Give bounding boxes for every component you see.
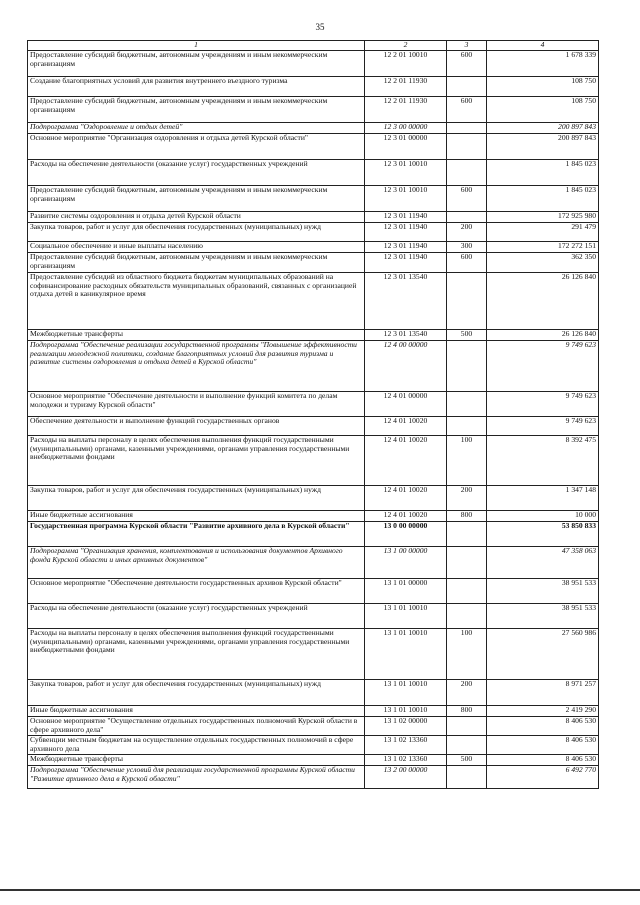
header-col-4: 4 [487, 41, 599, 51]
row-type-cell [447, 134, 487, 160]
row-code-cell: 12 2 01 10010 [365, 51, 447, 77]
bottom-rule [0, 889, 640, 891]
table-row [28, 629, 599, 680]
table-row [28, 755, 599, 766]
row-name-cell: Создание благоприятных условий для развития внутреннего въездного туризма [28, 77, 365, 97]
row-type-cell [447, 392, 487, 417]
row-type-cell [447, 766, 487, 789]
row-type-cell [447, 160, 487, 186]
row-name-cell: Предоставление субсидий из областного бюджета бюджетам муниципальных образований на софинансирование расходных обязательств муниципальных образований, связанных с организацией отдыха детей в каникулярное время [28, 273, 365, 330]
row-name-cell: Основное мероприятие "Обеспечение деятельности и выполнение функций комитета по делам молодежи и туризму Курской области" [28, 392, 365, 417]
table-row [28, 123, 599, 134]
table-row [28, 717, 599, 736]
row-code-cell: 12 2 01 11930 [365, 97, 447, 123]
row-code-cell: 12 4 01 10020 [365, 417, 447, 436]
row-name-cell: Обеспечение деятельности и выполнение функций государственных органов [28, 417, 365, 436]
row-type-cell: 300 [447, 242, 487, 253]
row-amount-cell: 291 479 [487, 223, 599, 242]
row-code-cell: 12 4 01 10020 [365, 436, 447, 486]
table-row [28, 97, 599, 123]
row-code-cell: 12 4 00 00000 [365, 341, 447, 392]
row-type-cell: 500 [447, 330, 487, 341]
row-type-cell [447, 77, 487, 97]
row-code-cell: 12 3 01 10010 [365, 186, 447, 212]
row-name-cell: Иные бюджетные ассигнования [28, 511, 365, 522]
table-header-row [28, 41, 599, 51]
row-name-cell: Иные бюджетные ассигнования [28, 706, 365, 717]
row-name-cell: Предоставление субсидий бюджетным, автономным учреждениям и иным некоммерческим организациям [28, 253, 365, 273]
row-name-cell: Предоставление субсидий бюджетным, автономным учреждениям и иным некоммерческим организациям [28, 97, 365, 123]
table-row [28, 736, 599, 755]
row-type-cell: 800 [447, 706, 487, 717]
row-amount-cell: 38 951 533 [487, 579, 599, 604]
row-code-cell: 13 1 02 13360 [365, 736, 447, 755]
header-col-1: 1 [28, 41, 365, 51]
row-code-cell: 12 3 01 00000 [365, 134, 447, 160]
table-row [28, 392, 599, 417]
table-row [28, 680, 599, 706]
row-code-cell: 12 3 01 10010 [365, 160, 447, 186]
row-code-cell: 13 1 01 00000 [365, 579, 447, 604]
row-amount-cell: 1 678 339 [487, 51, 599, 77]
row-amount-cell: 8 392 475 [487, 436, 599, 486]
row-name-cell: Предоставление субсидий бюджетным, автономным учреждениям и иным некоммерческим организациям [28, 186, 365, 212]
row-name-cell: Подпрограмма "Обеспечение условий для реализации государственной программы Курской области "Развитие архивного дела в Курской области" [28, 766, 365, 789]
table-row [28, 51, 599, 77]
table-row [28, 186, 599, 212]
row-name-cell: Закупка товаров, работ и услуг для обеспечения государственных (муниципальных) нужд [28, 680, 365, 706]
table-row [28, 330, 599, 341]
row-name-cell: Закупка товаров, работ и услуг для обеспечения государственных (муниципальных) нужд [28, 223, 365, 242]
row-type-cell [447, 212, 487, 223]
row-name-cell: Основное мероприятие "Организация оздоровления и отдыха детей Курской области" [28, 134, 365, 160]
row-type-cell: 600 [447, 186, 487, 212]
row-code-cell: 13 1 02 13360 [365, 755, 447, 766]
row-type-cell [447, 579, 487, 604]
table-row [28, 486, 599, 511]
table-row [28, 253, 599, 273]
row-type-cell: 600 [447, 51, 487, 77]
row-name-cell: Социальное обеспечение и иные выплаты населению [28, 242, 365, 253]
row-type-cell: 200 [447, 486, 487, 511]
row-name-cell: Подпрограмма "Организация хранения, комплектования и использования документов Архивного фонда Курской области и иных архивных документов" [28, 547, 365, 579]
row-type-cell: 200 [447, 680, 487, 706]
row-name-cell: Предоставление субсидий бюджетным, автономным учреждениям и иным некоммерческим организациям [28, 51, 365, 77]
row-name-cell: Расходы на обеспечение деятельности (оказание услуг) государственных учреждений [28, 604, 365, 629]
row-amount-cell: 9 749 623 [487, 417, 599, 436]
header-col-3: 3 [447, 41, 487, 51]
table-row [28, 160, 599, 186]
row-code-cell: 12 4 01 10020 [365, 511, 447, 522]
row-code-cell: 13 1 00 00000 [365, 547, 447, 579]
row-name-cell: Подпрограмма "Оздоровление и отдых детей" [28, 123, 365, 134]
table-row [28, 77, 599, 97]
row-amount-cell: 362 350 [487, 253, 599, 273]
table-row [28, 522, 599, 547]
row-amount-cell: 53 850 833 [487, 522, 599, 547]
row-type-cell [447, 604, 487, 629]
table-row [28, 579, 599, 604]
row-type-cell [447, 341, 487, 392]
row-amount-cell: 6 492 770 [487, 766, 599, 789]
row-amount-cell: 1 845 023 [487, 186, 599, 212]
row-code-cell: 12 4 01 10020 [365, 486, 447, 511]
row-code-cell: 12 4 01 00000 [365, 392, 447, 417]
table-row [28, 511, 599, 522]
row-code-cell: 12 3 01 13540 [365, 330, 447, 341]
row-code-cell: 12 3 01 13540 [365, 273, 447, 330]
row-type-cell [447, 717, 487, 736]
row-amount-cell: 26 126 840 [487, 330, 599, 341]
row-name-cell: Подпрограмма "Обеспечение реализации государственной программы "Повышение эффективности реализации молодежной политики, создание благоприятных условий для развития туризма и развитие системы оздоровления и отдыха детей в Курской области" [28, 341, 365, 392]
row-amount-cell: 200 897 843 [487, 134, 599, 160]
row-amount-cell: 172 272 151 [487, 242, 599, 253]
row-name-cell: Развитие системы оздоровления и отдыха детей Курской области [28, 212, 365, 223]
row-code-cell: 13 1 01 10010 [365, 629, 447, 680]
row-amount-cell: 26 126 840 [487, 273, 599, 330]
row-name-cell: Расходы на выплаты персоналу в целях обеспечения выполнения функций государственными (муниципальными) органами, казенными учреждениями, органами управления государственными внебюджетными фондами [28, 629, 365, 680]
row-code-cell: 12 2 01 11930 [365, 77, 447, 97]
table-row [28, 212, 599, 223]
row-type-cell: 600 [447, 97, 487, 123]
table-row [28, 547, 599, 579]
table-row [28, 417, 599, 436]
table-body [28, 51, 599, 789]
budget-table [27, 40, 599, 789]
row-name-cell: Расходы на обеспечение деятельности (оказание услуг) государственных учреждений [28, 160, 365, 186]
row-code-cell: 13 1 01 10010 [365, 604, 447, 629]
row-type-cell: 800 [447, 511, 487, 522]
row-type-cell [447, 736, 487, 755]
row-type-cell: 600 [447, 253, 487, 273]
row-name-cell: Межбюджетные трансферты [28, 755, 365, 766]
row-amount-cell: 8 971 257 [487, 680, 599, 706]
row-amount-cell: 200 897 843 [487, 123, 599, 134]
row-type-cell: 500 [447, 755, 487, 766]
table-row [28, 604, 599, 629]
row-name-cell: Расходы на выплаты персоналу в целях обеспечения выполнения функций государственными (муниципальными) органами, казенными учреждениями, органами управления государственными внебюджетными фондами [28, 436, 365, 486]
row-amount-cell: 9 749 623 [487, 392, 599, 417]
table-row [28, 134, 599, 160]
row-amount-cell: 47 358 063 [487, 547, 599, 579]
table-row [28, 223, 599, 242]
row-amount-cell: 108 750 [487, 97, 599, 123]
row-name-cell: Субвенции местным бюджетам на осуществление отдельных государственных полномочий в сфере архивного дела [28, 736, 365, 755]
row-code-cell: 12 3 01 11940 [365, 212, 447, 223]
row-type-cell: 100 [447, 436, 487, 486]
row-code-cell: 13 0 00 00000 [365, 522, 447, 547]
table-row [28, 341, 599, 392]
row-amount-cell: 8 406 530 [487, 755, 599, 766]
table-row [28, 273, 599, 330]
row-amount-cell: 8 406 530 [487, 717, 599, 736]
row-type-cell [447, 273, 487, 330]
row-code-cell: 13 1 02 00000 [365, 717, 447, 736]
table-row [28, 706, 599, 717]
row-amount-cell: 1 347 148 [487, 486, 599, 511]
row-name-cell: Государственная программа Курской области "Развитие архивного дела в Курской области" [28, 522, 365, 547]
row-type-cell [447, 123, 487, 134]
row-code-cell: 13 2 00 00000 [365, 766, 447, 789]
row-amount-cell: 27 560 986 [487, 629, 599, 680]
row-type-cell: 100 [447, 629, 487, 680]
row-amount-cell: 2 419 290 [487, 706, 599, 717]
table-row [28, 766, 599, 789]
row-name-cell: Межбюджетные трансферты [28, 330, 365, 341]
row-code-cell: 12 3 01 11940 [365, 223, 447, 242]
row-code-cell: 12 3 01 11940 [365, 253, 447, 273]
row-type-cell [447, 547, 487, 579]
row-amount-cell: 1 845 023 [487, 160, 599, 186]
row-amount-cell: 10 000 [487, 511, 599, 522]
row-type-cell [447, 417, 487, 436]
row-code-cell: 12 3 00 00000 [365, 123, 447, 134]
row-type-cell: 200 [447, 223, 487, 242]
row-amount-cell: 172 925 980 [487, 212, 599, 223]
row-amount-cell: 108 750 [487, 77, 599, 97]
table-row [28, 436, 599, 486]
row-amount-cell: 8 406 530 [487, 736, 599, 755]
row-name-cell: Основное мероприятие "Обеспечение деятельности государственных архивов Курской области" [28, 579, 365, 604]
row-code-cell: 13 1 01 10010 [365, 706, 447, 717]
page-number: 35 [315, 22, 325, 32]
row-type-cell [447, 522, 487, 547]
row-name-cell: Закупка товаров, работ и услуг для обеспечения государственных (муниципальных) нужд [28, 486, 365, 511]
row-name-cell: Основное мероприятие "Осуществление отдельных государственных полномочий Курской области в сфере архивного дела" [28, 717, 365, 736]
row-amount-cell: 38 951 533 [487, 604, 599, 629]
table-row [28, 242, 599, 253]
row-code-cell: 13 1 01 10010 [365, 680, 447, 706]
row-amount-cell: 9 749 623 [487, 341, 599, 392]
header-col-2: 2 [365, 41, 447, 51]
row-code-cell: 12 3 01 11940 [365, 242, 447, 253]
